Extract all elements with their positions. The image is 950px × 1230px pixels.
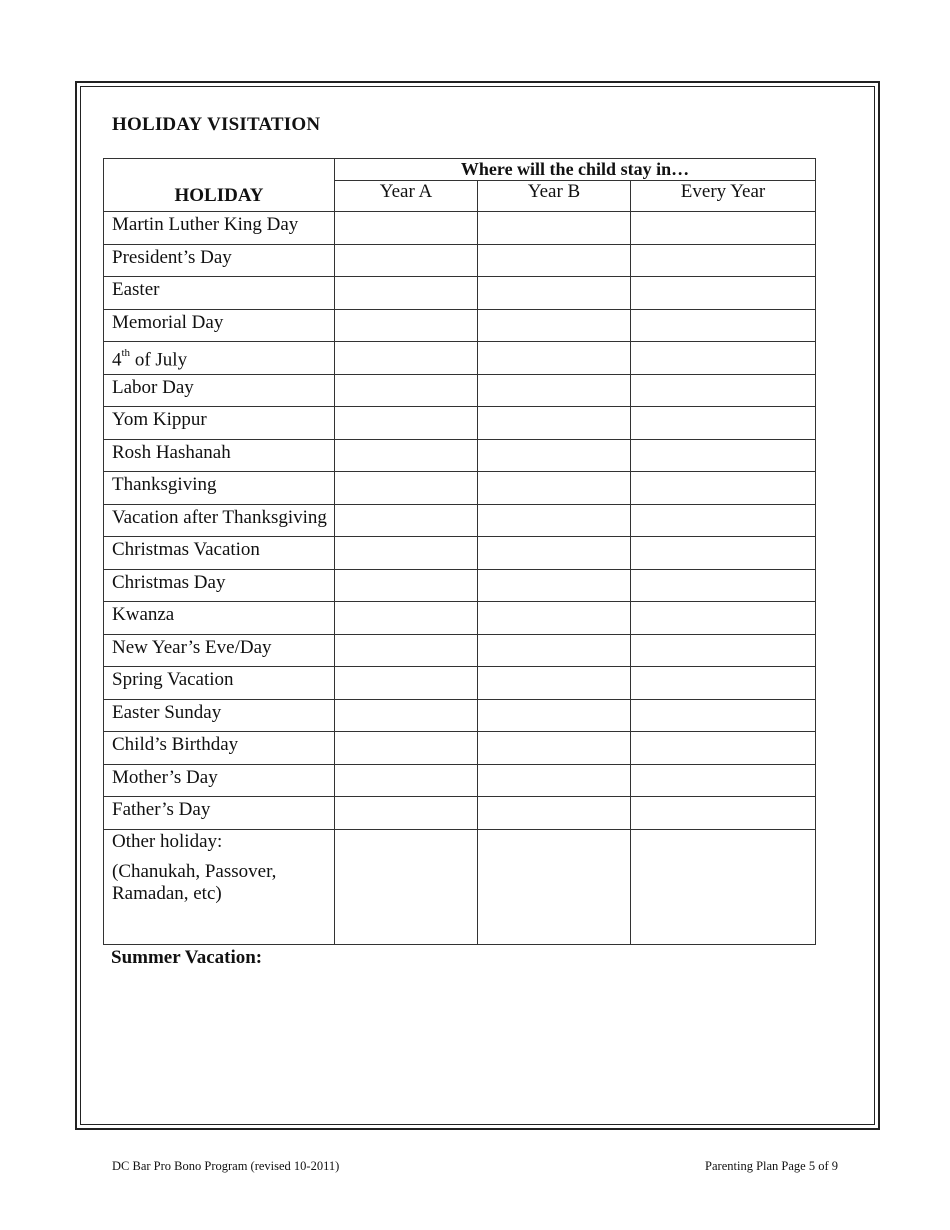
year-b-cell[interactable] <box>478 829 631 944</box>
holiday-name-rest: of July <box>130 349 188 371</box>
year-a-cell[interactable] <box>335 829 478 944</box>
year-b-cell[interactable] <box>478 472 631 505</box>
every-year-cell[interactable] <box>631 504 816 537</box>
every-year-cell[interactable] <box>631 569 816 602</box>
holiday-column-header: HOLIDAY <box>104 159 335 212</box>
every-year-cell[interactable] <box>631 212 816 245</box>
holiday-name: Easter Sunday <box>104 699 335 732</box>
year-a-cell[interactable] <box>335 732 478 765</box>
table-row <box>104 732 816 765</box>
table-row <box>104 309 816 342</box>
every-year-cell[interactable] <box>631 667 816 700</box>
table-row <box>104 439 816 472</box>
holiday-name: Spring Vacation <box>104 667 335 700</box>
table-row <box>104 667 816 700</box>
year-b-cell[interactable] <box>478 407 631 440</box>
table-row <box>104 212 816 245</box>
year-a-cell[interactable] <box>335 472 478 505</box>
year-a-cell[interactable] <box>335 244 478 277</box>
every-year-cell[interactable] <box>631 829 816 944</box>
other-holiday-cell <box>104 829 335 944</box>
table-row <box>104 634 816 667</box>
year-b-cell[interactable] <box>478 244 631 277</box>
year-b-cell[interactable] <box>478 764 631 797</box>
year-a-cell[interactable] <box>335 537 478 570</box>
table-row <box>104 472 816 505</box>
holiday-name: Thanksgiving <box>104 472 335 505</box>
year-b-cell[interactable] <box>478 732 631 765</box>
every-year-cell[interactable] <box>631 472 816 505</box>
year-b-cell[interactable] <box>478 699 631 732</box>
holiday-name: Vacation after Thanksgiving <box>104 504 335 537</box>
table-row <box>104 277 816 310</box>
table-row <box>104 504 816 537</box>
every-year-cell[interactable] <box>631 797 816 830</box>
footer-program: DC Bar Pro Bono Program (revised 10-2011) <box>112 1159 340 1173</box>
section-title <box>112 113 320 137</box>
year-a-cell[interactable] <box>335 634 478 667</box>
year-b-cell[interactable] <box>478 634 631 667</box>
holiday-name: Rosh Hashanah <box>104 439 335 472</box>
year-a-cell[interactable] <box>335 504 478 537</box>
year-b-cell[interactable] <box>478 569 631 602</box>
section-title-letter-1: H <box>112 114 127 135</box>
year-a-cell[interactable] <box>335 212 478 245</box>
year-b-header: Year B <box>478 181 631 212</box>
table-row <box>104 374 816 407</box>
year-b-cell[interactable] <box>478 439 631 472</box>
every-year-cell[interactable] <box>631 309 816 342</box>
table-header-row <box>104 159 816 181</box>
year-b-cell[interactable] <box>478 277 631 310</box>
table-row <box>104 602 816 635</box>
every-year-cell[interactable] <box>631 537 816 570</box>
holiday-name: Christmas Day <box>104 569 335 602</box>
where-header: Where will the child stay in… <box>335 159 816 181</box>
holiday-name-suffix: th <box>121 347 131 359</box>
holiday-name: Martin Luther King Day <box>104 212 335 245</box>
holiday-name: Child’s Birthday <box>104 732 335 765</box>
every-year-cell[interactable] <box>631 342 816 375</box>
table-row <box>104 407 816 440</box>
holiday-name: President’s Day <box>104 244 335 277</box>
other-holiday-examples: (Chanukah, Passover, Ramadan, etc) <box>112 860 277 904</box>
holiday-name <box>104 342 335 375</box>
year-a-cell[interactable] <box>335 602 478 635</box>
year-a-header: Year A <box>335 181 478 212</box>
every-year-cell[interactable] <box>631 439 816 472</box>
summer-vacation-label: Summer Vacation: <box>111 947 263 968</box>
other-holiday-label: Other holiday: <box>112 830 223 852</box>
year-a-cell[interactable] <box>335 277 478 310</box>
year-a-cell[interactable] <box>335 764 478 797</box>
every-year-cell[interactable] <box>631 602 816 635</box>
every-year-cell[interactable] <box>631 634 816 667</box>
year-a-cell[interactable] <box>335 439 478 472</box>
year-a-cell[interactable] <box>335 667 478 700</box>
table-row <box>104 699 816 732</box>
every-year-cell[interactable] <box>631 277 816 310</box>
year-a-cell[interactable] <box>335 569 478 602</box>
year-a-cell[interactable] <box>335 309 478 342</box>
footer-page-number: Parenting Plan Page 5 of 9 <box>705 1159 838 1173</box>
table-row <box>104 764 816 797</box>
holiday-name-number: 4 <box>112 349 122 371</box>
every-year-cell[interactable] <box>631 407 816 440</box>
every-year-cell[interactable] <box>631 764 816 797</box>
year-a-cell[interactable] <box>335 797 478 830</box>
holiday-name: Yom Kippur <box>104 407 335 440</box>
year-b-cell[interactable] <box>478 212 631 245</box>
every-year-cell[interactable] <box>631 374 816 407</box>
holiday-table <box>103 158 816 945</box>
year-a-cell[interactable] <box>335 407 478 440</box>
year-b-cell[interactable] <box>478 504 631 537</box>
section-title-rest-2: ISITATION <box>220 114 321 135</box>
year-a-cell[interactable] <box>335 374 478 407</box>
year-a-cell[interactable] <box>335 699 478 732</box>
table-row <box>104 342 816 375</box>
holiday-name: Christmas Vacation <box>104 537 335 570</box>
table-row-other <box>104 829 816 944</box>
year-b-cell[interactable] <box>478 537 631 570</box>
year-b-cell[interactable] <box>478 602 631 635</box>
holiday-name: Kwanza <box>104 602 335 635</box>
holiday-name: Father’s Day <box>104 797 335 830</box>
section-title-letter-2: V <box>207 114 221 135</box>
year-b-cell[interactable] <box>478 797 631 830</box>
holiday-name: New Year’s Eve/Day <box>104 634 335 667</box>
section-title-rest-1: OLIDAY <box>126 114 203 135</box>
table-row <box>104 537 816 570</box>
year-b-cell[interactable] <box>478 309 631 342</box>
holiday-name: Memorial Day <box>104 309 335 342</box>
table-row <box>104 569 816 602</box>
every-year-header: Every Year <box>631 181 816 212</box>
year-a-cell[interactable] <box>335 342 478 375</box>
holiday-name: Labor Day <box>104 374 335 407</box>
holiday-name: Easter <box>104 277 335 310</box>
every-year-cell[interactable] <box>631 699 816 732</box>
table-row <box>104 244 816 277</box>
every-year-cell[interactable] <box>631 732 816 765</box>
year-b-cell[interactable] <box>478 374 631 407</box>
holiday-name: Mother’s Day <box>104 764 335 797</box>
year-b-cell[interactable] <box>478 342 631 375</box>
table-row <box>104 797 816 830</box>
every-year-cell[interactable] <box>631 244 816 277</box>
year-b-cell[interactable] <box>478 667 631 700</box>
